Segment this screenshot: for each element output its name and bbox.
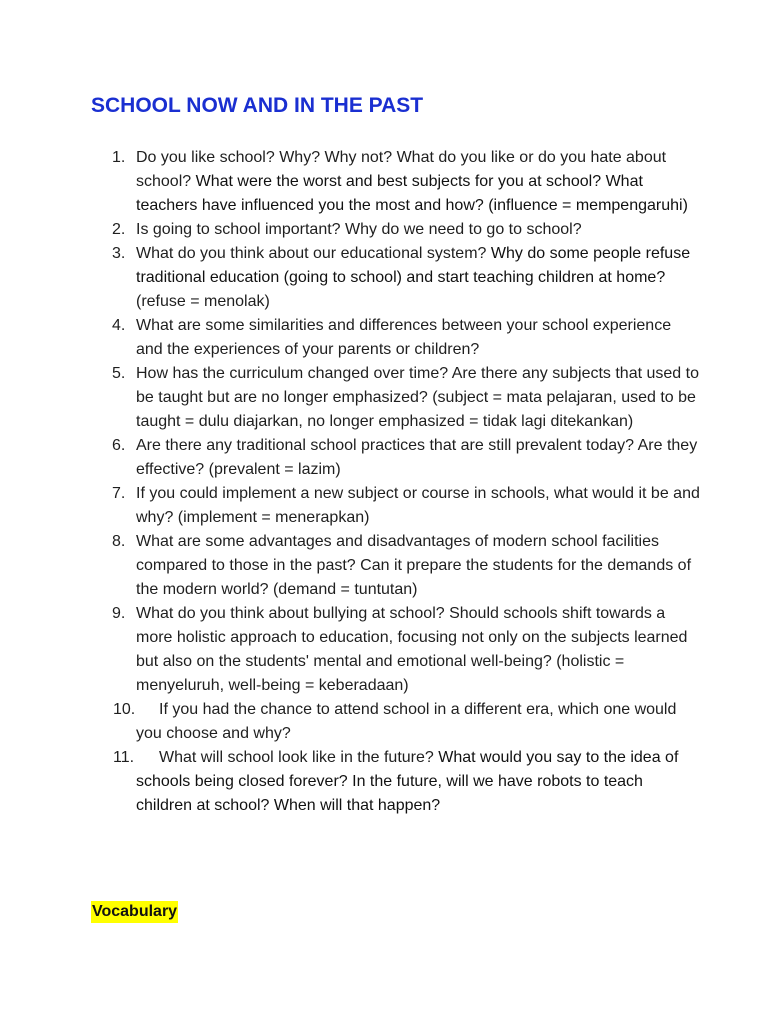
question-number: 7. bbox=[112, 485, 126, 502]
question-number: 9. bbox=[112, 605, 126, 622]
question-text: What will school look like in the future? What would you say to the idea of schools being closed forever? In the future, will we have robots to teach children at school? When will that happen? bbox=[136, 749, 679, 814]
question-item bbox=[0, 434, 700, 482]
question-number: 1. bbox=[112, 149, 126, 166]
question-number: 8. bbox=[112, 533, 126, 550]
question-item bbox=[0, 698, 700, 746]
question-text: If you had the chance to attend school in a different era, which one would you choose and why? bbox=[136, 701, 677, 742]
question-text: Are there any traditional school practices that are still prevalent today? Are they effective? (prevalent = lazim) bbox=[136, 437, 698, 478]
question-item bbox=[0, 746, 700, 818]
question-text: If you could implement a new subject or course in schools, what would it be and why? (implement = menerapkan) bbox=[136, 485, 700, 526]
question-item bbox=[0, 530, 700, 602]
question-item bbox=[0, 482, 700, 530]
question-text: What do you think about bullying at school? Should schools shift towards a more holistic approach to education, focusing not only on the subjects learned but also on the students' mental and emotional well-being? (holistic = menyeluruh, well-being = keberadaan) bbox=[136, 605, 688, 694]
question-text: What are some advantages and disadvantages of modern school facilities compared to those in the past? Can it prepare the students for the demands of the modern world? (demand = tuntutan) bbox=[136, 533, 692, 598]
question-item bbox=[0, 146, 700, 218]
question-number: 10. bbox=[113, 701, 136, 718]
question-number: 2. bbox=[112, 221, 126, 238]
question-number: 4. bbox=[112, 317, 126, 334]
question-item bbox=[0, 314, 700, 362]
question-text: What do you think about our educational system? Why do some people refuse traditional education (going to school) and start teaching children at home? (refuse = menolak) bbox=[136, 245, 691, 310]
question-list bbox=[0, 146, 700, 818]
question-number: 11. bbox=[113, 749, 135, 766]
question-number: 3. bbox=[112, 245, 126, 262]
question-text: What are some similarities and differences between your school experience and the experiences of your parents or children? bbox=[136, 317, 672, 358]
page-title: SCHOOL NOW AND IN THE PAST bbox=[91, 94, 424, 117]
question-item bbox=[0, 602, 700, 698]
question-text: How has the curriculum changed over time? Are there any subjects that used to be taught but are no longer emphasized? (subject = mata pelajaran, used to be taught = dulu diajarkan, no longer emphasized = tidak lagi ditekankan) bbox=[136, 365, 699, 430]
question-item bbox=[0, 242, 700, 314]
question-number: 6. bbox=[112, 437, 126, 454]
question-text: Is going to school important? Why do we need to go to school? bbox=[136, 221, 582, 238]
question-number: 5. bbox=[112, 365, 126, 382]
question-item bbox=[0, 362, 700, 434]
question-item bbox=[0, 218, 700, 242]
vocabulary-heading: Vocabulary bbox=[91, 901, 178, 923]
question-text: Do you like school? Why? Why not? What do you like or do you hate about school? What were the worst and best subjects for you at school? What teachers have influenced you the most and how? (influence = mempengaruhi) bbox=[136, 149, 688, 214]
